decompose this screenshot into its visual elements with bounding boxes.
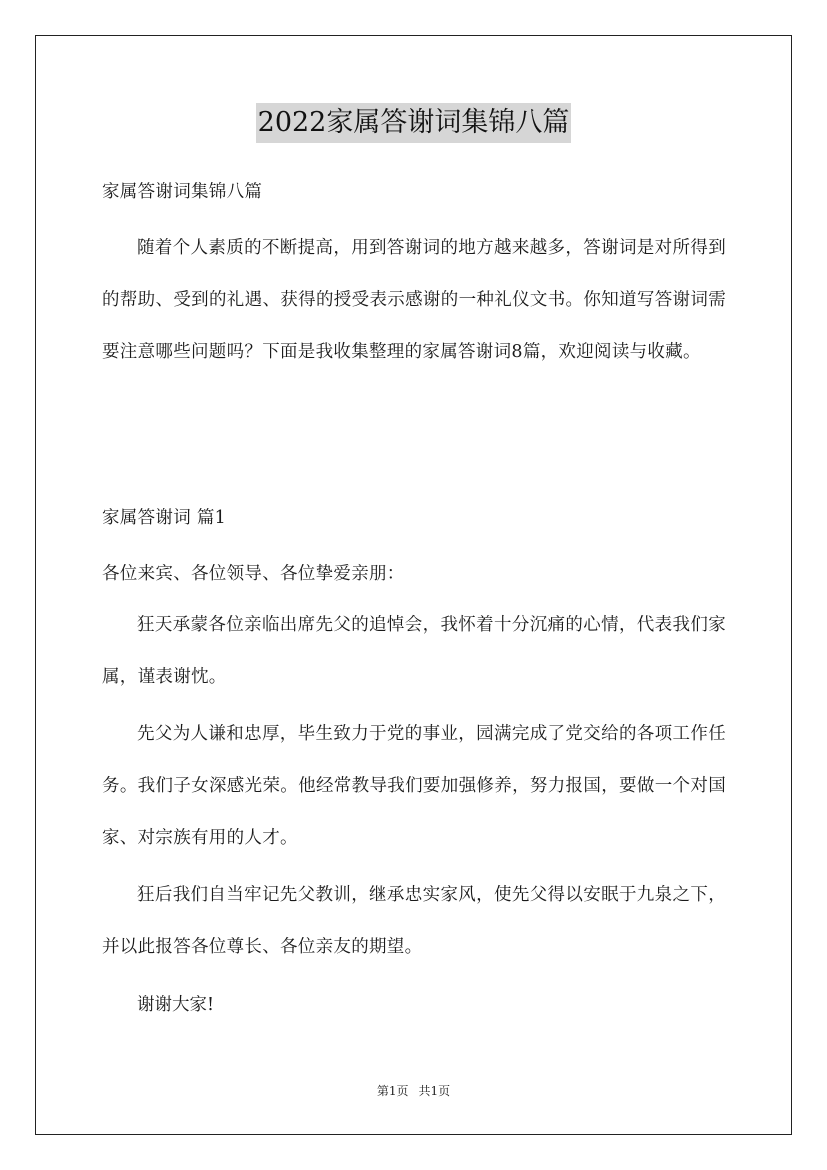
title-container <box>0 103 827 143</box>
document-subtitle: 家属答谢词集锦八篇 <box>102 182 263 202</box>
document-title: 2022家属答谢词集锦八篇 <box>256 103 572 143</box>
paragraph-3: 狂后我们自当牢记先父教训，继承忠实家风，使先父得以安眠于九泉之下，并以此报答各位尊长、各位亲友的期望。 <box>102 885 726 957</box>
section-heading: 家属答谢词 篇1 <box>102 508 227 528</box>
paragraph-2: 先父为人谦和忠厚，毕生致力于党的事业，园满完成了党交给的各项工作任务。我们子女深感光荣。他经常教导我们要加强修养，努力报国，要做一个对国家、对宗族有用的人才。 <box>102 724 726 848</box>
intro-paragraph: 随着个人素质的不断提高，用到答谢词的地方越来越多，答谢词是对所得到的帮助、受到的礼遇、获得的授受表示感谢的一种礼仪文书。你知道写答谢词需要注意哪些问题吗？下面是我收集整理的家属答谢词8篇，欢迎阅读与收藏。 <box>102 238 726 362</box>
salutation: 各位来宾、各位领导、各位挚爱亲朋： <box>102 564 405 584</box>
page-footer <box>0 1083 827 1099</box>
page-number-current: 第1页 <box>376 1084 409 1098</box>
closing-line: 谢谢大家! <box>137 995 215 1015</box>
page-number-total: 共1页 <box>418 1084 451 1098</box>
paragraph-1: 狂天承蒙各位亲临出席先父的追悼会，我怀着十分沉痛的心情，代表我们家属，谨表谢忱。 <box>102 615 726 687</box>
